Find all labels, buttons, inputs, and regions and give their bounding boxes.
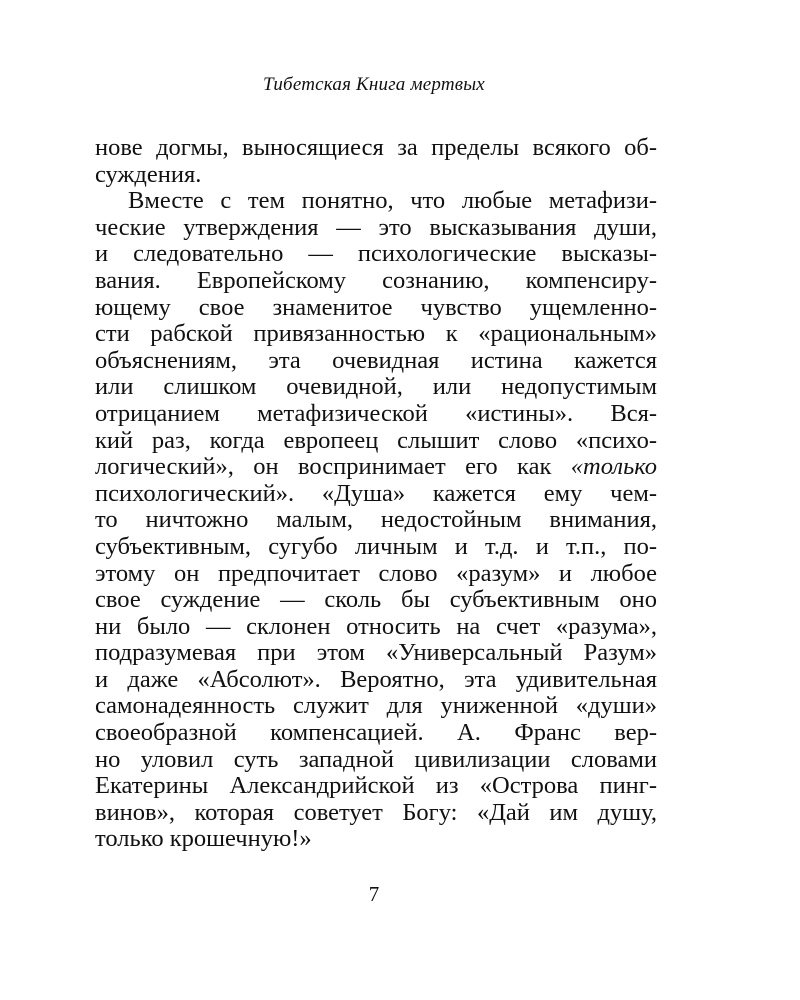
text-line: нове догмы, выносящиеся за пределы всякого об- [95,134,657,161]
text-line: кий раз, когда европеец слышит слово «психо- [95,426,657,454]
text-line: свое суждение — сколь бы субъективным оно [95,586,657,614]
text-line: или слишком очевидной, или недопустимым [95,373,657,401]
text-line: только крошечную!» [95,825,312,853]
text-line: ческие утверждения — это высказывания души, [95,213,657,241]
text-line: подразумевая при этом «Универсальный Разум» [95,639,657,667]
emphasized-text: «только [570,453,657,481]
text-line: винов», которая советует Богу: «Дай им душу, [95,798,657,826]
text-line [95,454,657,481]
running-head: Тибетская Книга мертвых [263,74,485,95]
text-line: этому он предпочитает слово «разум» и любое [95,559,657,587]
text-line: ни было — склонен относить на счет «разума», [95,612,657,640]
text-line-segment: логический», он воспринимает его как [95,453,571,481]
body-text [95,135,657,853]
text-line: и следовательно — психологические высказы- [95,240,657,268]
text-line: объяснениям, эта очевидная истина кажется [95,346,657,374]
text-line: своеобразной компенсацией. А. Франс вер- [95,719,657,747]
text-line: но уловил суть западной цивилизации словами [95,745,657,773]
text-line: ющему свое знаменитое чувство ущемленно- [95,293,657,321]
text-line: то ничтожно малым, недостойным внимания, [95,506,657,534]
text-line: отрицанием метафизической «истины». Вся- [95,399,657,427]
text-line: сти рабской привязанностью к «рациональным» [95,320,657,348]
page-number: 7 [368,882,380,906]
text-line: и даже «Абсолют». Вероятно, эта удивительная [95,665,657,693]
text-line: психологический». «Душа» кажется ему чем- [95,479,657,507]
text-line: Вместе с тем понятно, что любые метафизи- [128,187,657,215]
text-line: вания. Европейскому сознанию, компенсиру- [95,266,657,294]
text-line: самонадеянность служит для униженной «души» [95,692,657,720]
text-line: Екатерины Александрийской из «Острова пинг- [95,772,657,800]
text-line: субъективным, сугубо личным и т.д. и т.п., по- [95,532,657,560]
text-line: суждения. [95,160,202,188]
